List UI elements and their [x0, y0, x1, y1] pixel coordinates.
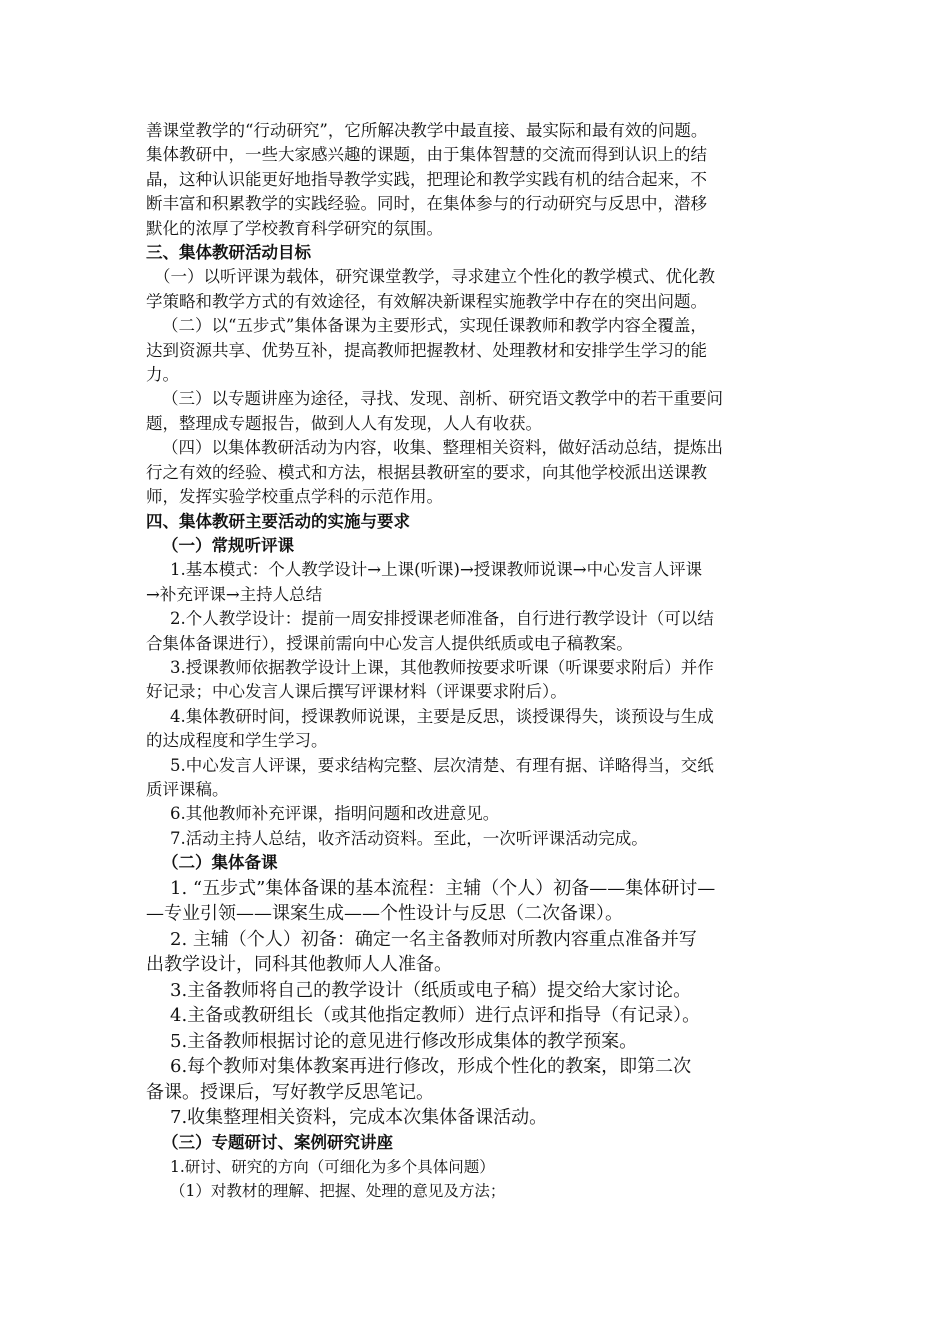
list-item: 出教学设计，同科其他教师人人准备。	[146, 954, 452, 976]
list-item: —专业引领——课案生成——个性设计与反思（二次备课）。	[146, 903, 623, 925]
goal-1	[146, 265, 816, 314]
text-line: 力。	[146, 365, 179, 385]
list-item: 2.个人教学设计：提前一周安排授课老师准备，自行进行教学设计（可以结	[170, 609, 714, 629]
list-item: 备课。授课后，写好教学反思笔记。	[146, 1081, 434, 1103]
goal-3	[146, 387, 816, 436]
prep-items	[146, 876, 816, 1131]
subsection-heading-3: （三）专题研讨、案例研究讲座	[162, 1132, 393, 1152]
text-line: （三）以专题讲座为途径，寻找、发现、剖析、研究语文教学中的若干重要问	[162, 389, 723, 409]
list-item: 合集体备课进行），授课前需向中心发言人提供纸质或电子稿教案。	[146, 633, 633, 653]
list-item: →补充评课→主持人总结	[146, 584, 323, 604]
subsection-heading-1: （一）常规听评课	[162, 535, 294, 555]
list-item: 3.授课教师依据教学设计上课，其他教师按要求听课（听课要求附后）并作	[170, 657, 714, 677]
list-item: 7.收集整理相关资料，完成本次集体备课活动。	[170, 1107, 548, 1129]
list-item: 1.基本模式：个人教学设计→上课(听课)→授课教师说课→中心发言人评课	[170, 560, 703, 580]
list-item: 的达成程度和学生学习。	[146, 731, 328, 751]
listening-items	[146, 558, 816, 851]
document-page	[146, 119, 816, 1204]
list-item: 6.每个教师对集体教案再进行修改，形成个性化的教案，即第二次	[170, 1056, 692, 1078]
text-line: 默化的浓厚了学校教育科学研究的氛围。	[146, 218, 443, 238]
text-line: 集体教研中，一些大家感兴趣的课题，由于集体智慧的交流而得到认识上的结	[146, 145, 707, 165]
text-line: 行之有效的经验、模式和方法，根据县教研室的要求，向其他学校派出送课教	[146, 462, 707, 482]
list-item: （1）对教材的理解、把握、处理的意见及方法；	[170, 1182, 506, 1201]
intro-paragraph	[146, 119, 816, 241]
text-line: （一）以听评课为载体，研究课堂教学，寻求建立个性化的教学模式、优化教	[154, 267, 715, 287]
list-item: 7.活动主持人总结，收齐活动资料。至此，一次听评课活动完成。	[170, 828, 648, 848]
goal-4	[146, 436, 816, 509]
list-item: 2. 主辅（个人）初备：确定一名主备教师对所教内容重点准备并写	[170, 928, 697, 950]
text-line: 晶，这种认识能更好地指导教学实践，把理论和教学实践有机的结合起来，不	[146, 169, 707, 189]
list-item: 1. “五步式”集体备课的基本流程：主辅（个人）初备——集体研讨—	[170, 877, 716, 899]
subsection-heading-2: （二）集体备课	[162, 853, 278, 873]
list-item: 1.研讨、研究的方向（可细化为多个具体问题）	[170, 1158, 495, 1176]
text-line: 善课堂教学的“行动研究”，它所解决教学中最直接、最实际和最有效的问题。	[146, 121, 708, 140]
text-line: 断丰富和积累教学的实践经验。同时，在集体参与的行动研究与反思中，潜移	[146, 194, 707, 214]
goal-2	[146, 314, 816, 387]
text-line: 达到资源共享、优势互补，提高教师把握教材、处理教材和安排学生学习的能	[146, 340, 707, 360]
list-item: 质评课稿。	[146, 779, 229, 799]
text-line: （四）以集体教研活动为内容，收集、整理相关资料，做好活动总结，提炼出	[162, 438, 723, 458]
section-heading-3: 三、集体教研活动目标	[146, 243, 311, 263]
list-item: 6.其他教师补充评课，指明问题和改进意见。	[170, 804, 500, 824]
text-line: 师，发挥实验学校重点学科的示范作用。	[146, 487, 443, 507]
list-item: 4.集体教研时间，授课教师说课，主要是反思，谈授课得失，谈预设与生成	[170, 706, 714, 726]
list-item: 5.中心发言人评课，要求结构完整、层次清楚、有理有据、详略得当，交纸	[170, 755, 714, 775]
text-line: （二）以“五步式”集体备课为主要形式，实现任课教师和教学内容全覆盖，	[162, 316, 707, 336]
list-item: 4.主备或教研组长（或其他指定教师）进行点评和指导（有记录）。	[170, 1005, 701, 1027]
list-item: 好记录；中心发言人课后撰写评课材料（评课要求附后）。	[146, 682, 567, 702]
text-line: 题，整理成专题报告，做到人人有发现，人人有收获。	[146, 413, 542, 433]
list-item: 5.主备教师根据讨论的意见进行修改形成集体的教学预案。	[170, 1030, 638, 1052]
text-line: 学策略和教学方式的有效途径，有效解决新课程实施教学中存在的突出问题。	[146, 291, 707, 311]
section-heading-4: 四、集体教研主要活动的实施与要求	[146, 511, 410, 531]
list-item: 3.主备教师将自己的教学设计（纸质或电子稿）提交给大家讨论。	[170, 979, 692, 1001]
seminar-items	[146, 1155, 816, 1204]
